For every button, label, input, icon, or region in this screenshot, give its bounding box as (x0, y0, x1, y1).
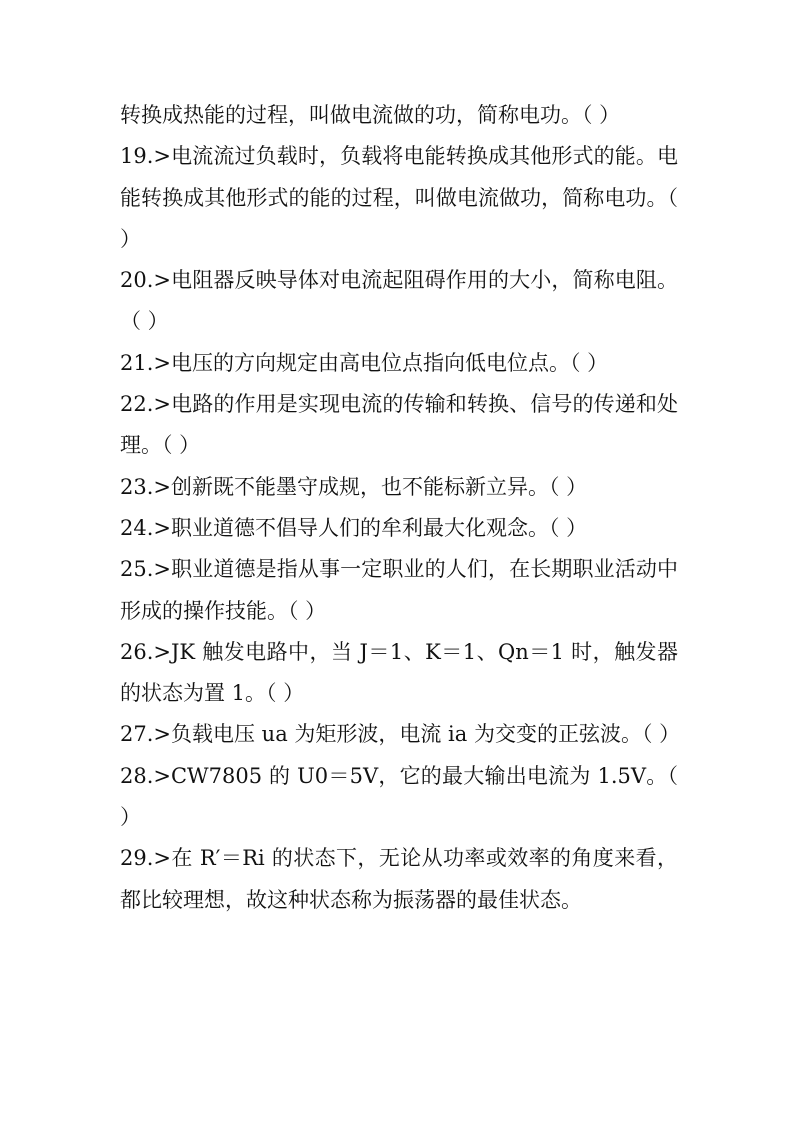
question-24: 24.>职业道德不倡导人们的牟利最大化观念。（ ） (120, 515, 588, 540)
question-22: 22.>电路的作用是实现电流的传输和转换、信号的传递和处理。（ ） (120, 392, 678, 458)
question-28: 28.>CW7805 的 U0＝5V，它的最大输出电流为 1.5V。（ ） (120, 763, 678, 830)
question-21: 21.>电压的方向规定由高电位点指向低电位点。（ ） (120, 350, 609, 375)
question-29: 29.>在 R′＝Ri 的状态下，无论从功率或效率的角度来看，都比较理想，故这种状态称为振荡器的最佳状态。 (120, 846, 678, 912)
document-page (120, 95, 681, 921)
question-27: 27.>负载电压 ua 为矩形波，电流 ia 为交变的正弦波。（ ） (120, 722, 681, 747)
question-26: 26.>JK 触发电路中，当 J＝1、K＝1、Qn＝1 时，触发器的状态为置 1。（ ） (120, 639, 678, 706)
question-23: 23.>创新既不能墨守成规，也不能标新立异。（ ） (120, 474, 588, 499)
question-19: 19.>电流流过负载时，负载将电能转换成其他形式的能。电能转换成其他形式的能的过程，叫做电流做功，简称电功。（ ） (120, 144, 678, 251)
question-20: 20.>电阻器反映导体对电流起阻碍作用的大小，简称电阻。（ ） (120, 268, 678, 334)
question-18-continued: 转换成热能的过程，叫做电流做的功，简称电功。（ ） (120, 103, 621, 127)
question-25: 25.>职业道德是指从事一定职业的人们，在长期职业活动中形成的操作技能。（ ） (120, 557, 678, 623)
